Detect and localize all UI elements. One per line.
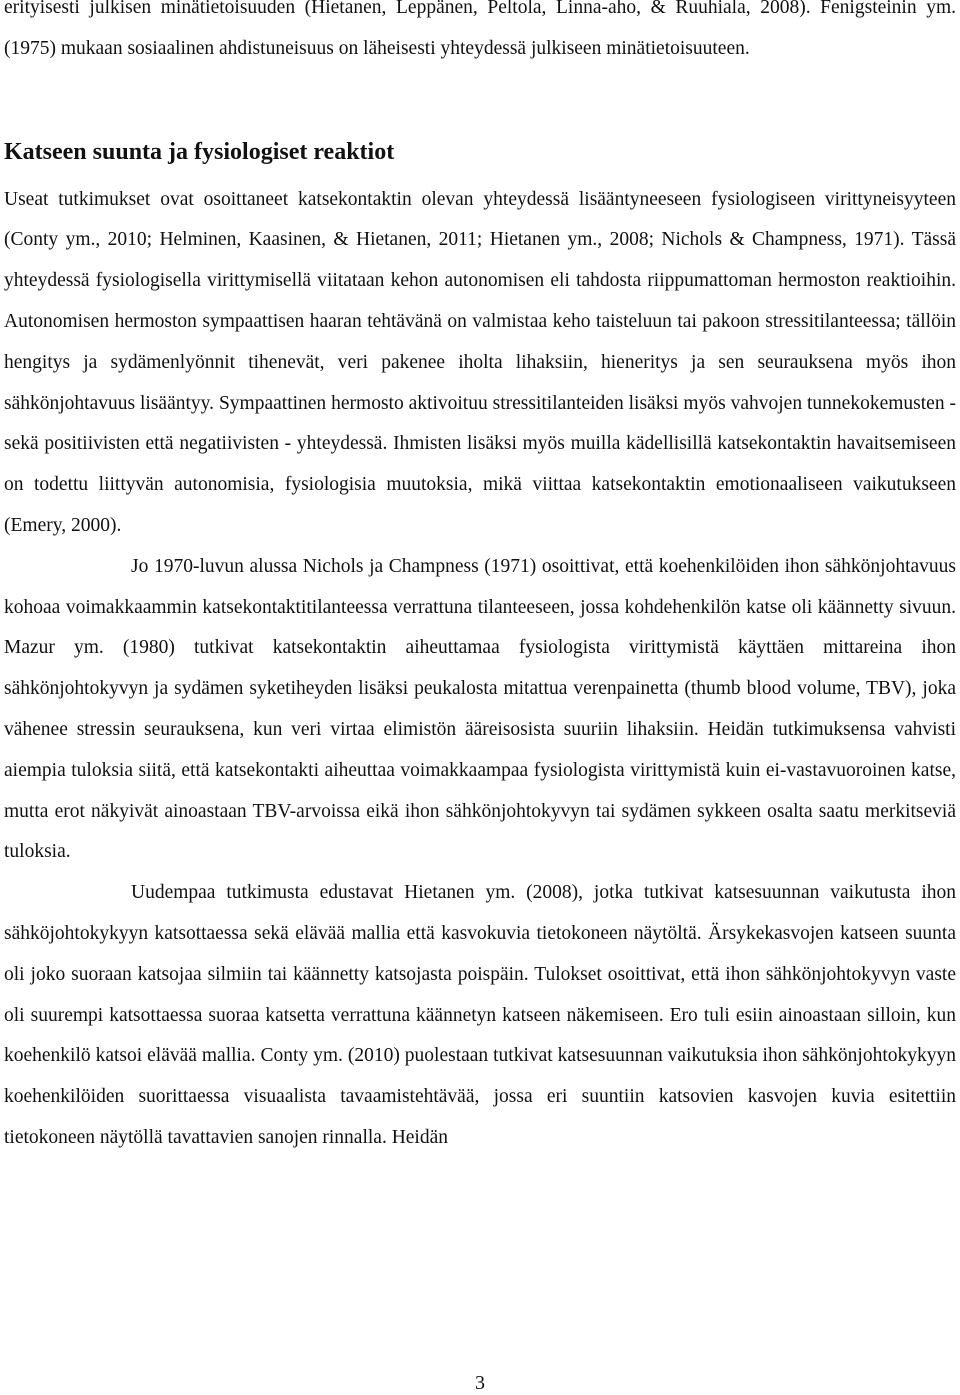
body-paragraph-2: Jo 1970-luvun alussa Nichols ja Champness (1971) osoittivat, että koehenkilöiden ihon sähkönjohtavuus kohoaa voimakkaammin katsekontaktitilanteessa verrattuna tilanteeseen, jossa kohdehenkilön katse oli käännetty sivuun. Mazur ym. (1980) tutkivat katsekontaktin aiheuttamaa fysiologista virittymistä käyttäen mittareina ihon sähkönjohtokyvyn ja sydämen syketiheyden lisäksi peukalosta mitattua verenpainetta (thumb blood volume, TBV), joka vähenee stressin seurauksena, kun veri virtaa elimistön ääreisosista suuriin lihaksiin. Heidän tutkimuksensa vahvisti aiempia tuloksia siitä, että katsekontakti aiheuttaa voimakkaampaa fysiologista virittymistä kuin ei-vastavuoroinen katse, mutta erot näkyivät ainoastaan TBV-arvoissa eikä ihon sähkönjohtokyvyn tai sydämen sykkeen osalta saatu merkitseviä tuloksia. <box>4 555 956 863</box>
page-number: 3 <box>475 1372 485 1394</box>
body-paragraph-3: Uudempaa tutkimusta edustavat Hietanen ym. (2008), jotka tutkivat katsesuunnan vaikutusta ihon sähköjohtokykyyn katsottaessa sekä elävää mallia että kasvokuvia tietokoneen näytöltä. Ärsykekasvojen katseen suunta oli joko suoraan katsojaa silmiin tai käännetty katsojasta poispäin. Tulokset osoittivat, että ihon sähkönjohtokyvyn vaste oli suurempi katsottaessa suoraa katsetta verrattuna käännetyn katseen näkemiseen. Ero tuli esiin ainoastaan silloin, kun koehenkilö katsoi elävää mallia. Conty ym. (2010) puolestaan tutkivat katsesuunnan vaikutuksia ihon sähkönjohtokykyyn koehenkilöiden suorittaessa visuaalista tavaamistehtävää, jossa eri suuntiin katsovien kasvojen kuvia esitettiin tietokoneen näytöllä tavattavien sanojen rinnalla. Heidän <box>4 882 956 1148</box>
section-heading: Katseen suunta ja fysiologiset reaktiot <box>4 138 395 165</box>
document-page <box>4 0 956 1159</box>
body-paragraph-1: Useat tutkimukset ovat osoittaneet katsekontaktin olevan yhteydessä lisääntyneeseen fysiologiseen virittyneisyyteen (Conty ym., 2010; Helminen, Kaasinen, & Hietanen, 2011; Hietanen ym., 2008; Nichols & Champness, 1971). Tässä yhteydessä fysiologisella virittymisellä viitataan kehon autonomisen eli tahdosta riippumattoman hermoston reaktioihin. Autonomisen hermoston sympaattisen haaran tehtävänä on valmistaa keho taisteluun tai pakoon stressitilanteessa; tällöin hengitys ja sydämenlyönnit tihenevät, veri pakenee iholta lihaksiin, hieneritys ja sen seurauksena myös ihon sähkönjohtavuus lisääntyy. Sympaattinen hermosto aktivoituu stressitilanteiden lisäksi myös vahvojen tunnekokemusten - sekä positiivisten että negatiivisten - yhteydessä. Ihmisten lisäksi myös muilla kädellisillä katsekontaktin havaitsemiseen on todettu liittyvän autonomisia, fysiologisia muutoksia, mikä viittaa katsekontaktin emotionaaliseen vaikutukseen (Emery, 2000). <box>4 188 956 536</box>
intro-paragraph: erityisesti julkisen minätietoisuuden (Hietanen, Leppänen, Peltola, Linna-aho, & Ruuhiala, 2008). Fenigsteinin ym. (1975) mukaan sosiaalinen ahdistuneisuus on läheisesti yhteydessä julkiseen minätietoisuuteen. <box>4 0 956 59</box>
